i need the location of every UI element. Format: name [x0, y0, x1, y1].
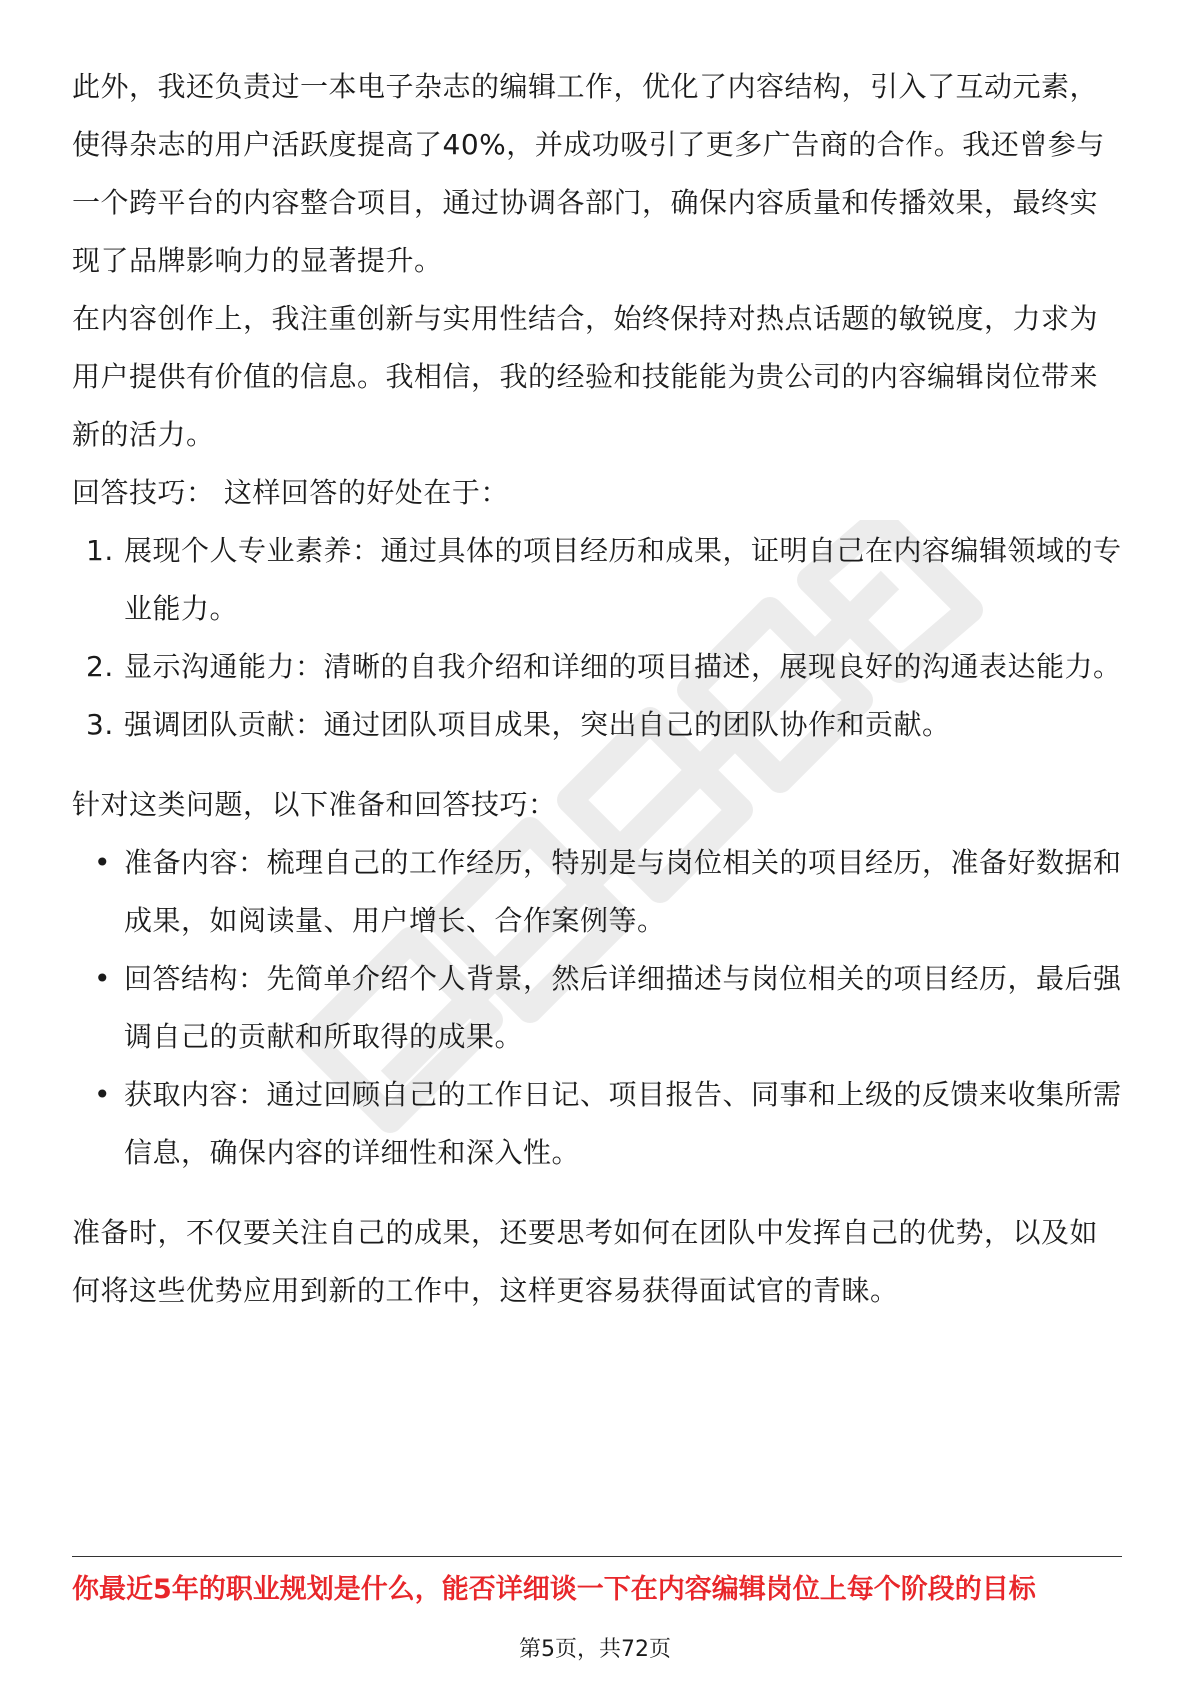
next-question-heading: 你最近5年的职业规划是什么，能否详细谈一下在内容编辑岗位上每个阶段的目标 [72, 1574, 1036, 1605]
section-divider [72, 1556, 1122, 1557]
tips-heading: 回答技巧： 这样回答的好处在于： [72, 476, 509, 509]
list-item [72, 1066, 1122, 1182]
list-item-text: 准备内容：梳理自己的工作经历，特别是与岗位相关的项目经历，准备好数据和成果，如阅读量、用户增长、合作案例等。 [124, 846, 1122, 937]
page-number: 第5页，共72页 [519, 1637, 671, 1662]
bullet-icon: • [94, 1078, 112, 1111]
prep-list [72, 834, 1122, 1182]
list-item [72, 522, 1122, 638]
list-item [72, 638, 1122, 696]
list-item-text: 展现个人专业素养：通过具体的项目经历和成果，证明自己在内容编辑领域的专业能力。 [124, 534, 1122, 625]
list-item [72, 834, 1122, 950]
main-content [72, 58, 1122, 1320]
list-number: 1. [86, 534, 114, 567]
bullet-icon: • [94, 846, 112, 879]
list-item [72, 696, 1122, 754]
list-item-text: 显示沟通能力：清晰的自我介绍和详细的项目描述，展现良好的沟通表达能力。 [124, 650, 1122, 683]
list-item-text: 回答结构：先简单介绍个人背景，然后详细描述与岗位相关的项目经历，最后强调自己的贡献和所取得的成果。 [124, 962, 1122, 1053]
paragraph-editing-experience: 此外，我还负责过一本电子杂志的编辑工作，优化了内容结构，引入了互动元素，使得杂志的用户活跃度提高了40%，并成功吸引了更多广告商的合作。我还曾参与一个跨平台的内容整合项目，通过协调各部门，确保内容质量和传播效果，最终实现了品牌影响力的显著提升。 [72, 70, 1105, 277]
list-number: 3. [86, 708, 114, 741]
paragraph-content-creation: 在内容创作上，我注重创新与实用性结合，始终保持对热点话题的敏锐度，力求为用户提供有价值的信息。我相信，我的经验和技能能为贵公司的内容编辑岗位带来新的活力。 [72, 302, 1099, 451]
paragraph-closing: 准备时，不仅要关注自己的成果，还要思考如何在团队中发挥自己的优势，以及如何将这些优势应用到新的工作中，这样更容易获得面试官的青睐。 [72, 1216, 1099, 1307]
bullet-icon: • [94, 962, 112, 995]
list-item-text: 强调团队贡献：通过团队项目成果，突出自己的团队协作和贡献。 [124, 708, 951, 741]
prep-heading: 针对这类问题，以下准备和回答技巧： [72, 788, 557, 821]
list-item-text: 获取内容：通过回顾自己的工作日记、项目报告、同事和上级的反馈来收集所需信息，确保内容的详细性和深入性。 [124, 1078, 1122, 1169]
tips-list [72, 522, 1122, 754]
list-item [72, 950, 1122, 1066]
list-number: 2. [86, 650, 114, 683]
